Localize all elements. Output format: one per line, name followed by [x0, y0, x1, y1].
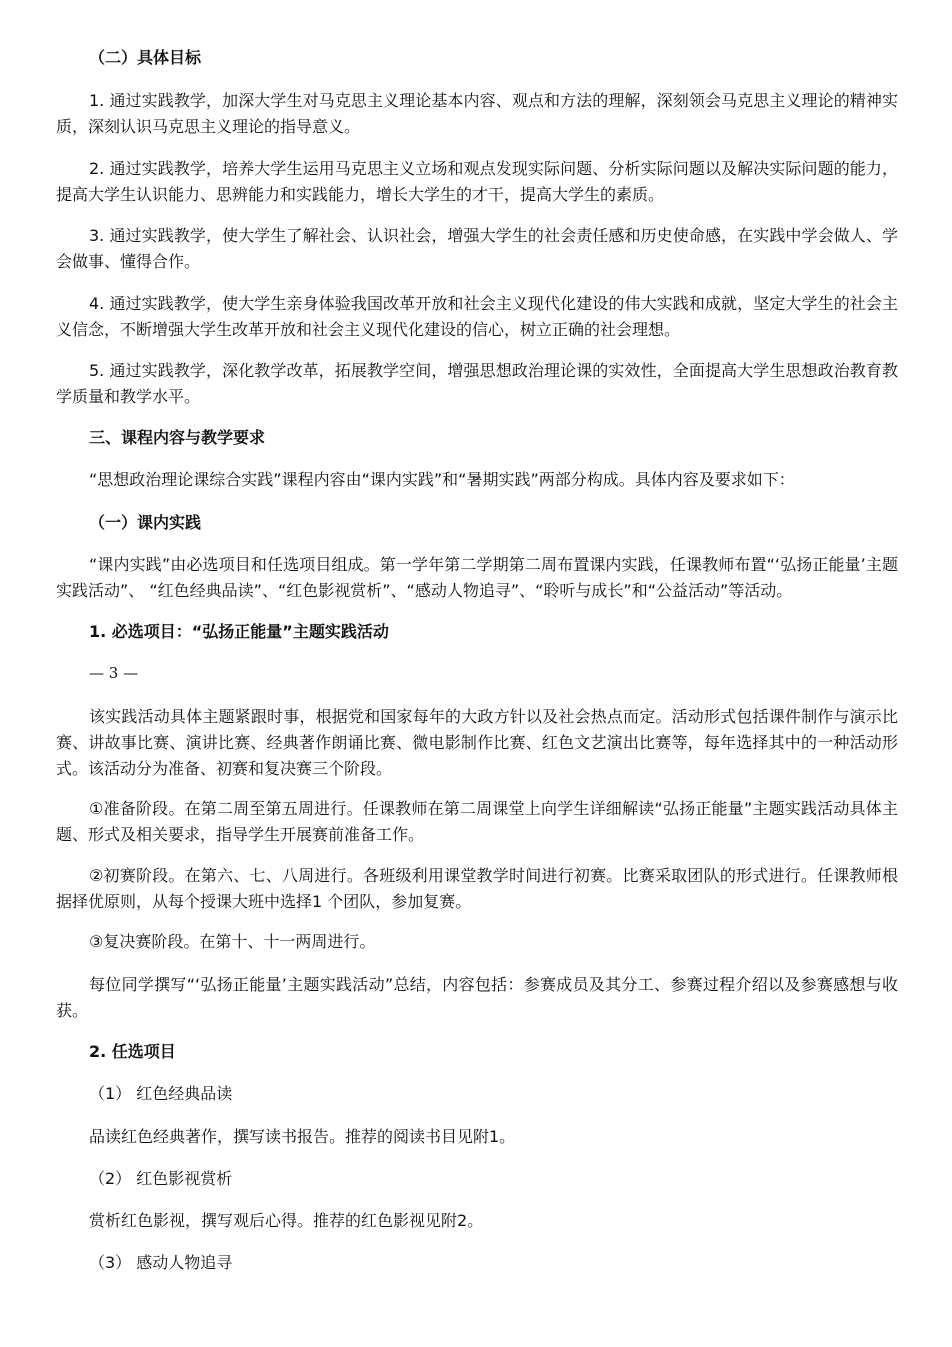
goal-paragraph-4: 4. 通过实践教学，使大学生亲身体验我国改革开放和社会主义现代化建设的伟大实践和成就，坚定大学生的社会主义信念，不断增强大学生改革开放和社会主义现代化建设的信心，树立正确的社会理想。	[56, 294, 898, 339]
in-class-intro-paragraph: “课内实践”由必选项目和任选项目组成。第一学年第二学期第二周布置课内实践，任课教师布置“‘弘扬正能量’主题实践活动”、 “红色经典品读”、“红色影视赏析”、“感动人物追寻”、“聆听与成长”和“公益活动”等活动。	[56, 555, 898, 600]
stage-final-paragraph: ③复决赛阶段。在第十、十一两周进行。	[89, 932, 376, 951]
heading-required-item: 1. 必选项目：“弘扬正能量”主题实践活动	[89, 622, 389, 641]
section-heading-specific-goals: （二）具体目标	[89, 48, 202, 67]
heading-optional-items: 2. 任选项目	[89, 1042, 176, 1061]
goal-paragraph-3: 3. 通过实践教学，使大学生了解社会、认识社会，增强大学生的社会责任感和历史使命感，在实践中学会做人、学会做事、懂得合作。	[56, 226, 898, 271]
goal-paragraph-2: 2. 通过实践教学，培养大学生运用马克思主义立场和观点发现实际问题、分析实际问题以及解决实际问题的能力，提高大学生认识能力、思辨能力和实践能力，增长大学生的才干，提高大学生的素质。	[56, 159, 898, 204]
optional-item-1-title: （1） 红色经典品读	[89, 1084, 233, 1103]
required-item-description: 该实践活动具体主题紧跟时事，根据党和国家每年的大政方针以及社会热点而定。活动形式包括课件制作与演示比赛、讲故事比赛、演讲比赛、经典著作朗诵比赛、微电影制作比赛、红色文艺演出比赛等，每年选择其中的一种活动形式。该活动分为准备、初赛和复决赛三个阶段。	[56, 707, 898, 778]
section-heading-course-content: 三、课程内容与教学要求	[89, 428, 266, 447]
optional-item-2-description: 赏析红色影视，撰写观后心得。推荐的红色影视见附2。	[89, 1211, 484, 1230]
page-number: — 3 —	[89, 664, 139, 682]
stage-preliminary-paragraph: ②初赛阶段。在第六、七、八周进行。各班级利用课堂教学时间进行初赛。比赛采取团队的形式进行。任课教师根据择优原则，从每个授课大班中选择1 个团队，参加复赛。	[56, 866, 898, 911]
summary-paragraph: 每位同学撰写“‘弘扬正能量’主题实践活动”总结，内容包括：参赛成员及其分工、参赛过程介绍以及参赛感想与收获。	[56, 975, 898, 1020]
goal-paragraph-1: 1. 通过实践教学，加深大学生对马克思主义理论基本内容、观点和方法的理解，深刻领会马克思主义理论的精神实质，深刻认识马克思主义理论的指导意义。	[56, 91, 898, 136]
content-intro-paragraph: “思想政治理论课综合实践”课程内容由“课内实践”和“暑期实践”两部分构成。具体内容及要求如下：	[89, 470, 795, 489]
optional-item-3-title: （3） 感动人物追寻	[89, 1253, 233, 1272]
goal-paragraph-5: 5. 通过实践教学，深化教学改革，拓展教学空间，增强思想政治理论课的实效性，全面提高大学生思想政治教育教学质量和教学水平。	[56, 361, 898, 406]
optional-item-1-description: 品读红色经典著作，撰写读书报告。推荐的阅读书目见附1。	[89, 1127, 516, 1146]
optional-item-2-title: （2） 红色影视赏析	[89, 1169, 233, 1188]
subsection-heading-in-class-practice: （一）课内实践	[89, 513, 202, 532]
stage-preparation-paragraph: ①准备阶段。在第二周至第五周进行。任课教师在第二周课堂上向学生详细解读“弘扬正能量”主题实践活动具体主题、形式及相关要求，指导学生开展赛前准备工作。	[56, 799, 898, 844]
